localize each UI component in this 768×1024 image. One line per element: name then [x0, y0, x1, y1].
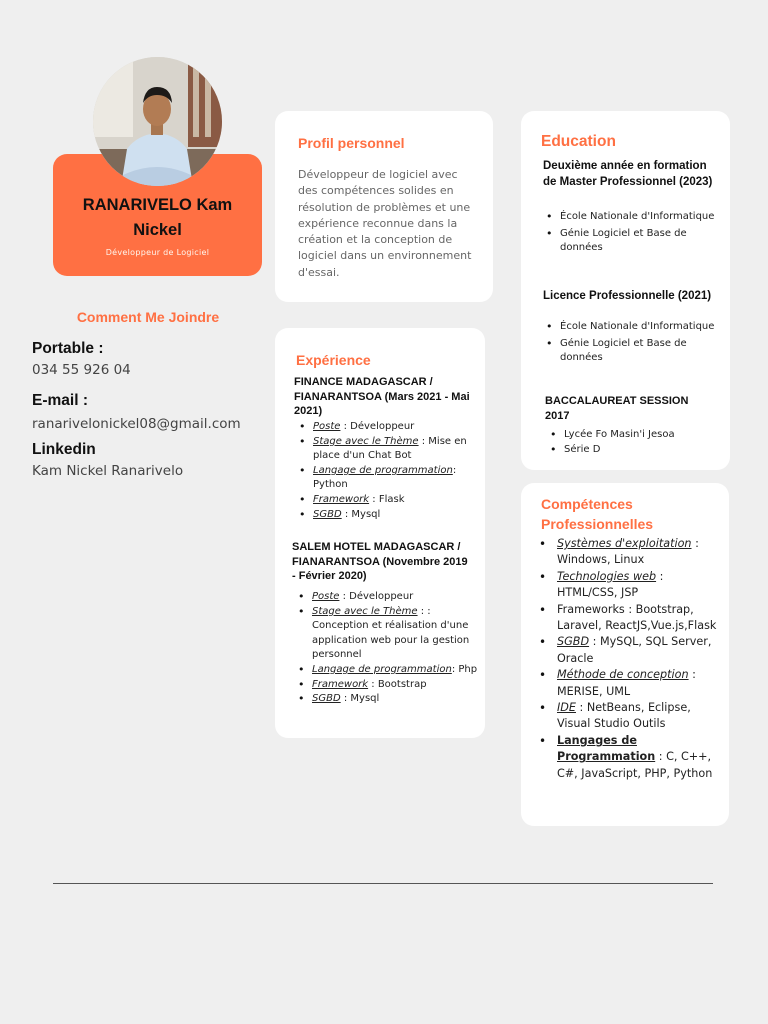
email-value[interactable]: ranarivelonickel08@gmail.com [32, 416, 241, 432]
profile-title: Profil personnel [298, 135, 405, 151]
skills-card [521, 483, 729, 826]
skills-title: Compétences Professionnelles [541, 496, 654, 532]
list-item: • Technologies web : HTML/CSS, JSP [535, 569, 721, 602]
list-item: • Langages de Programmation : C, C++, C#, JavaScript, PHP, Python [535, 733, 721, 782]
list-item: • Frameworks : Bootstrap, Laravel, ReactJS,Vue.js,Flask [535, 602, 721, 635]
experience-title: Expérience [296, 352, 371, 368]
list-item: • Méthode de conception : MERISE, UML [535, 667, 721, 700]
list-item: • Systèmes d'exploitation : Windows, Linux [535, 536, 721, 569]
job-details [295, 590, 479, 707]
education-card [521, 111, 730, 470]
email-label: E-mail : [32, 392, 88, 409]
list-item: • Poste : Développeur [295, 590, 479, 605]
list-item: • Framework : Bootstrap [295, 678, 479, 693]
list-item: • École Nationale d'Informatique [543, 320, 723, 335]
education-heading: Deuxième année en formation de Master Professionnel (2023) [543, 160, 713, 188]
person-role: Développeur de Logiciel [105, 248, 210, 257]
education-items [547, 428, 717, 457]
education-title: Education [541, 133, 616, 150]
skills-list [535, 536, 721, 782]
list-item: • IDE : NetBeans, Eclipse, Visual Studio Outils [535, 700, 721, 733]
contact-title: Comment Me Joindre [76, 309, 220, 325]
job-heading: SALEM HOTEL MADAGASCAR / FIANARANTSOA (Novembre 2019 - Février 2020) [292, 541, 468, 582]
education-items [543, 210, 723, 256]
profile-card [275, 111, 493, 302]
job-details [296, 420, 478, 522]
list-item: • Génie Logiciel et Base de données [543, 227, 723, 256]
list-item: • Langage de programmation: Php [295, 663, 479, 678]
phone-label: Portable : [32, 340, 104, 357]
divider [53, 883, 713, 884]
list-item: • École Nationale d'Informatique [543, 210, 723, 225]
profile-text: Développeur de logiciel avec des compétences solides en résolution de problèmes et une expérience reconnue dans la création et la conception de logiciel dans un environnement d'essai. [298, 168, 472, 279]
list-item: • Poste : Développeur [296, 420, 478, 435]
job-heading: FINANCE MADAGASCAR / FIANARANTSOA (Mars 2021 - Mai 2021) [294, 376, 470, 417]
list-item: • Série D [547, 443, 717, 458]
list-item: • SGBD : Mysql [295, 692, 479, 707]
list-item: • Framework : Flask [296, 493, 478, 508]
list-item: • Stage avec le Thème : : Conception et réalisation d'une application web pour la gestion personnel [295, 605, 479, 663]
person-name: RANARIVELO Kam Nickel [82, 196, 233, 239]
profile-photo [93, 57, 222, 186]
list-item: • SGBD : Mysql [296, 508, 478, 523]
linkedin-value[interactable]: Kam Nickel Ranarivelo [32, 463, 184, 479]
linkedin-label: Linkedin [32, 441, 96, 458]
phone-value: 034 55 926 04 [32, 362, 131, 378]
list-item: • SGBD : MySQL, SQL Server, Oracle [535, 634, 721, 667]
education-items [543, 320, 723, 366]
list-item: • Lycée Fo Masin'i Jesoa [547, 428, 717, 443]
list-item: • Stage avec le Thème : Mise en place d'un Chat Bot [296, 435, 478, 464]
list-item: • Langage de programmation: Python [296, 464, 478, 493]
experience-card [275, 328, 485, 738]
list-item: • Génie Logiciel et Base de données [543, 337, 723, 366]
education-heading: Licence Professionnelle (2021) [543, 290, 712, 302]
education-heading: BACCALAUREAT SESSION 2017 [545, 395, 689, 422]
